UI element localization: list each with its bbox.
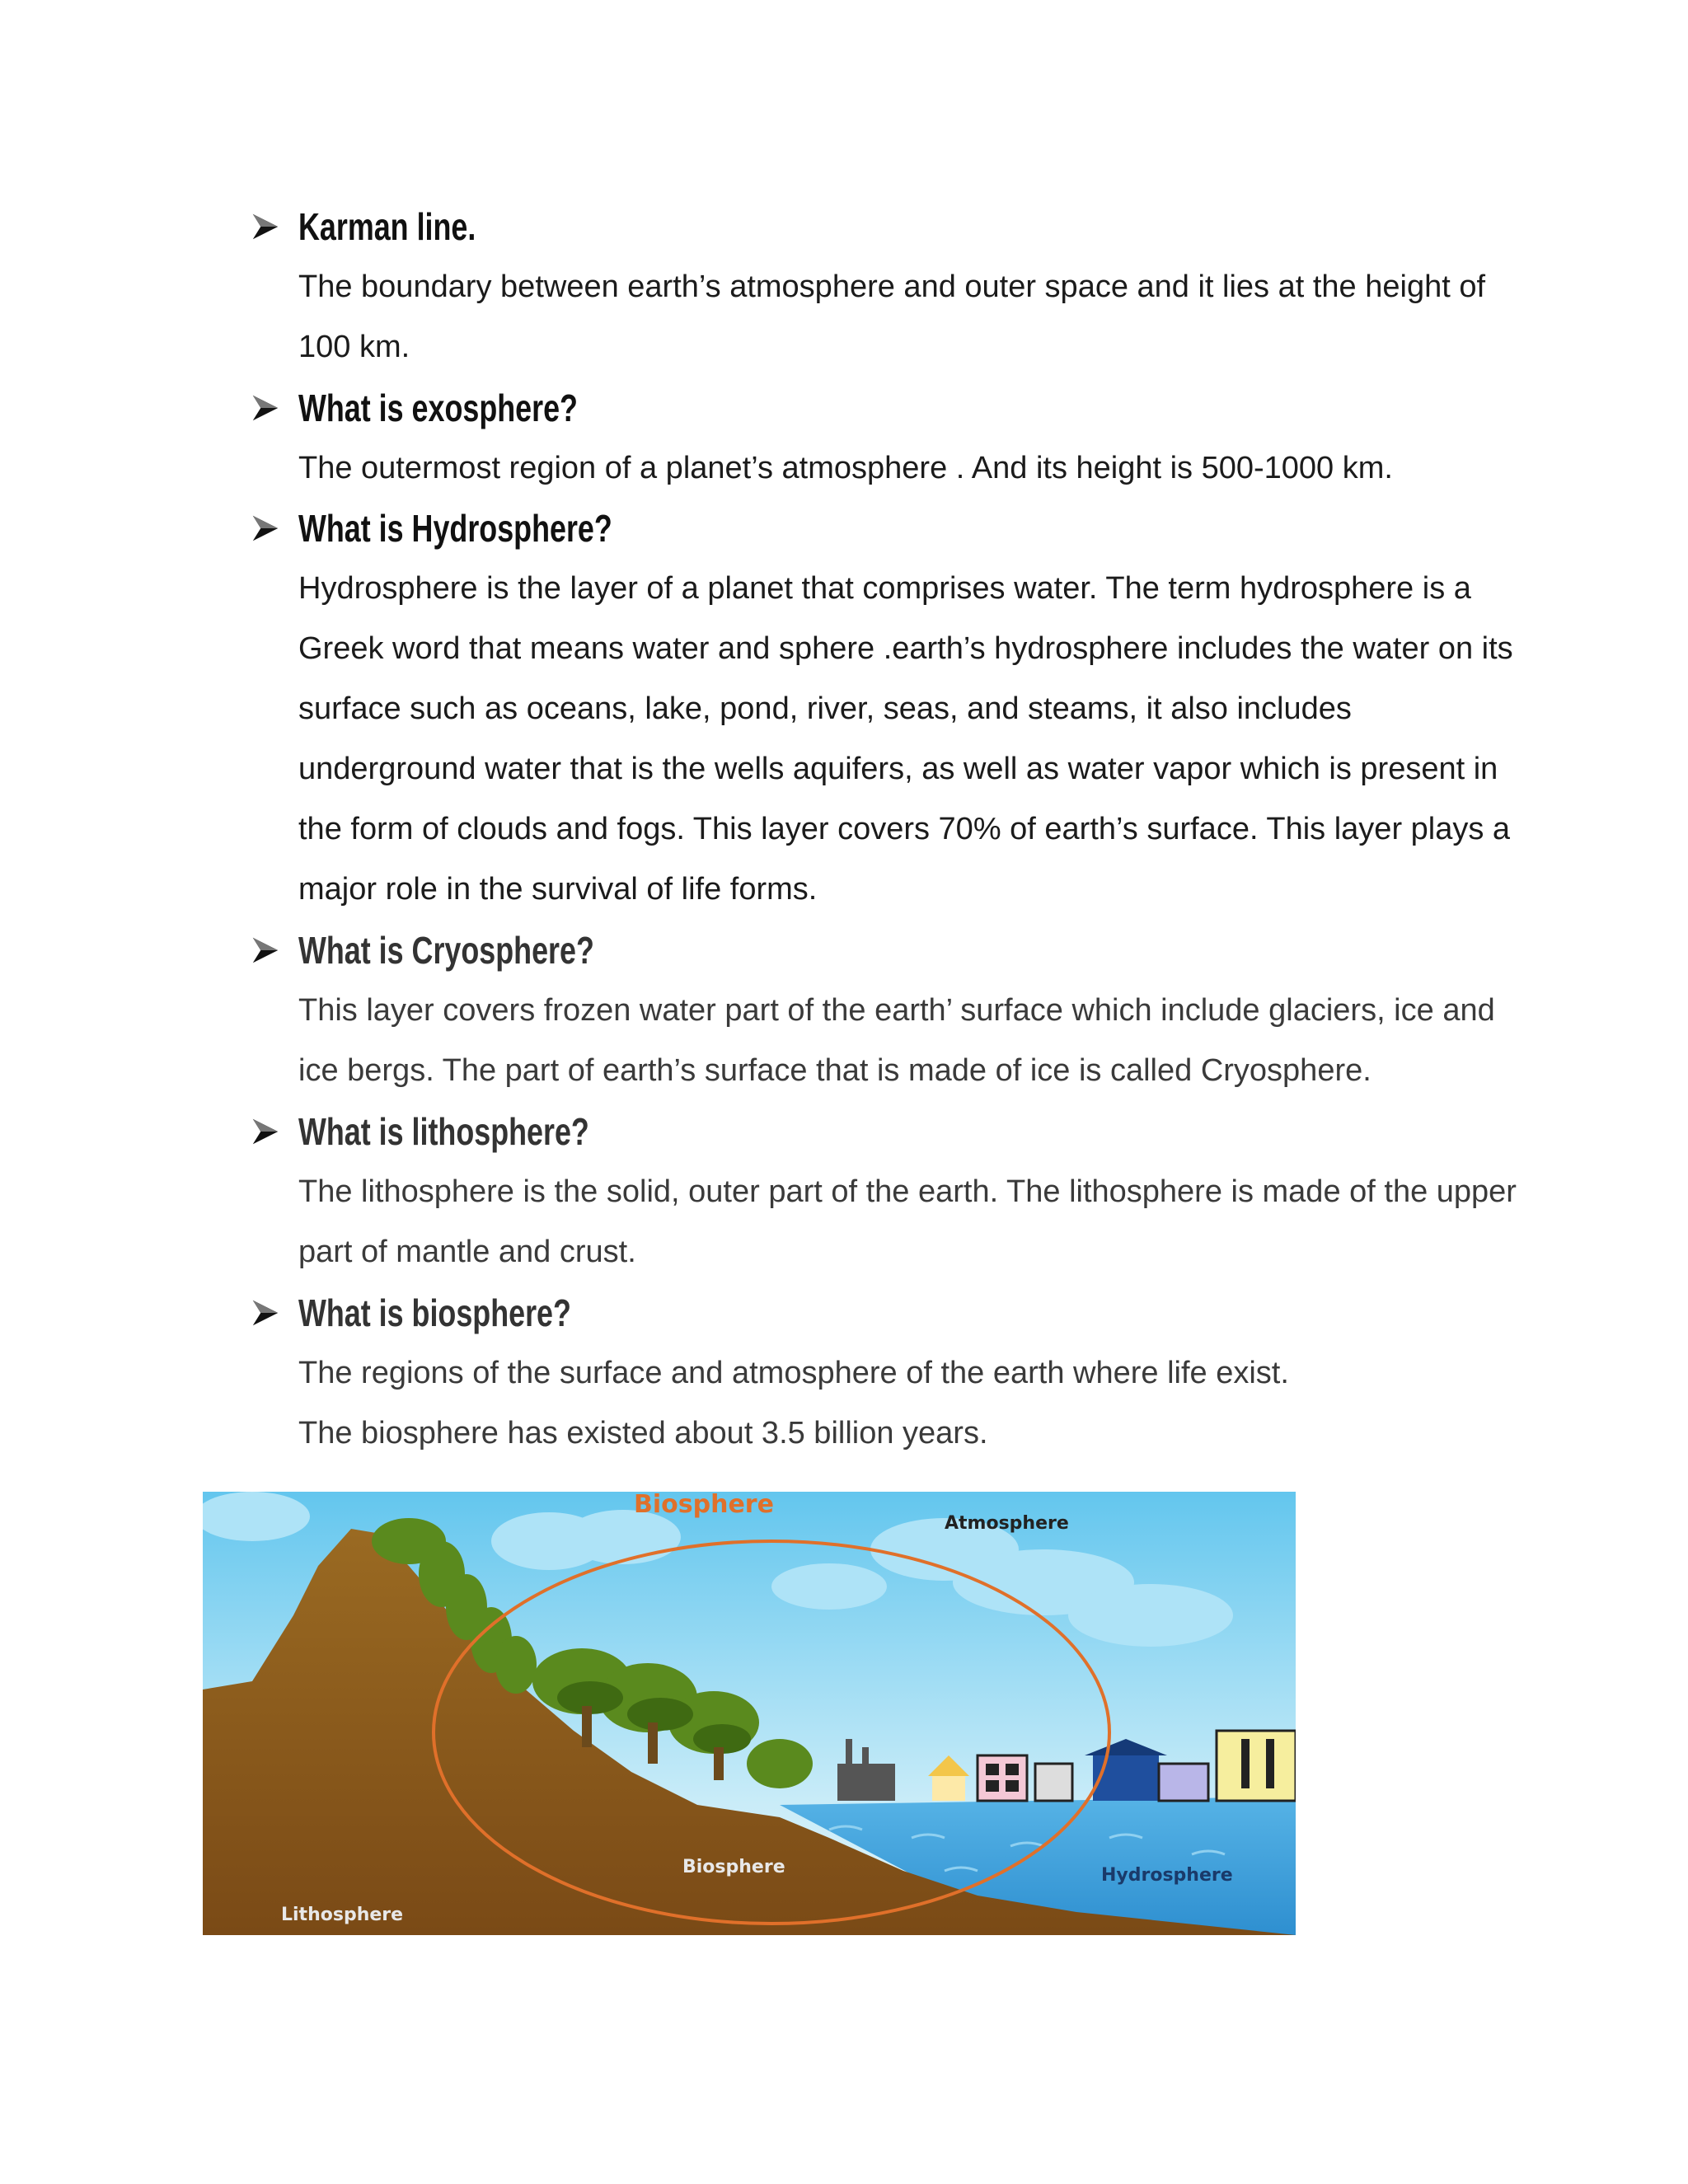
section-body-line-2: The biosphere has existed about 3.5 billion years. — [298, 1416, 988, 1451]
section-body: The outermost region of a planet’s atmosphere . And its height is 500-1000 km. — [298, 451, 1393, 485]
section-body: Hydrosphere is the layer of a planet that comprises water. The term hydrosphere is a Greek word that means water and sphere .earth’s hydrosphere includes the water on its surface such as oceans, lake, pond, river, seas, and steams, it also includes underground water that is the wells aquifers, as well as water vapor which is present in the form of clouds and fogs. This layer covers 70% of earth’s surface. This layer plays a major role in the survival of life forms. — [298, 571, 1513, 907]
section-heading: What is exosphere? — [298, 387, 578, 429]
label-atmosphere: Atmosphere — [945, 1513, 1069, 1534]
arrow-bullet-icon — [247, 510, 284, 546]
section-cryosphere — [247, 920, 1500, 1101]
arrow-bullet-icon — [247, 932, 284, 968]
section-body: This layer covers frozen water part of the earth’ surface which include glaciers, ice and ice bergs. The part of earth’s surface that is made of ice is called Cryosphere. — [298, 993, 1495, 1088]
section-biosphere — [247, 1282, 1500, 1464]
label-biosphere-center: Biosphere — [682, 1857, 785, 1877]
section-body: The boundary between earth’s atmosphere and outer space and it lies at the height of 100 km. — [298, 269, 1486, 364]
label-lithosphere: Lithosphere — [281, 1905, 404, 1925]
section-exosphere — [247, 377, 1500, 499]
section-heading: What is Hydrosphere? — [298, 507, 612, 550]
section-lithosphere — [247, 1101, 1517, 1282]
arrow-bullet-icon — [247, 390, 284, 426]
arrow-bullet-icon — [247, 209, 284, 245]
arrow-bullet-icon — [247, 1295, 284, 1331]
arrow-bullet-icon — [247, 1113, 284, 1150]
biosphere-diagram — [203, 1492, 1296, 1935]
section-body: The lithosphere is the solid, outer part of the earth. The lithosphere is made of the upper part of mantle and crust. — [298, 1174, 1517, 1269]
section-heading: Karman line. — [298, 205, 476, 248]
label-hydrosphere: Hydrosphere — [1101, 1865, 1233, 1886]
section-hydrosphere — [247, 498, 1513, 920]
section-body-line-1: The regions of the surface and atmosphere of the earth where life exist. — [298, 1356, 1289, 1390]
label-biosphere-top: Biosphere — [634, 1492, 774, 1519]
section-heading: What is lithosphere? — [298, 1110, 589, 1153]
section-heading: What is Cryosphere? — [298, 929, 594, 972]
section-karman-line — [247, 196, 1500, 377]
section-heading: What is biosphere? — [298, 1291, 571, 1334]
